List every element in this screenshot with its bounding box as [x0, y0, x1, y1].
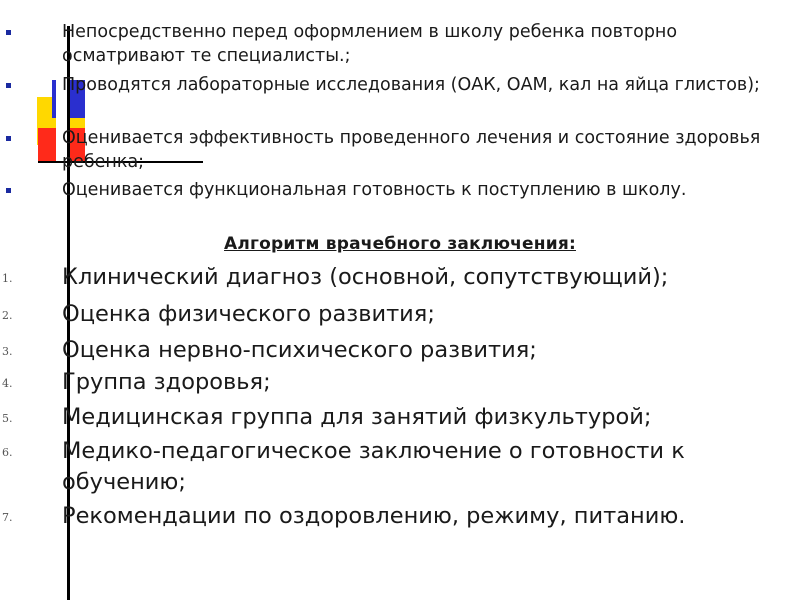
list-item — [2, 367, 762, 398]
bullet-item — [62, 126, 762, 174]
list-item-text: Оценка физического развития; — [62, 301, 435, 327]
list-item-text: Оценка нервно-психического развития; — [62, 337, 537, 363]
list-item — [2, 501, 762, 532]
list-number: 2. — [2, 309, 13, 322]
list-item-text: Рекомендации по оздоровлению, режиму, питанию. — [62, 503, 686, 529]
list-number: 1. — [2, 272, 13, 285]
list-item — [2, 402, 762, 433]
bullet-item — [62, 20, 762, 68]
bullet-item — [62, 178, 762, 202]
bullet-text: Проводятся лабораторные исследования (ОАК, ОАМ, кал на яйца глистов); — [62, 75, 760, 95]
list-number: 7. — [2, 511, 13, 524]
list-item — [2, 299, 762, 330]
list-number: 3. — [2, 345, 13, 358]
list-item — [2, 335, 762, 366]
square-bullet-icon — [6, 188, 11, 193]
list-item — [2, 262, 762, 293]
list-item — [2, 436, 762, 498]
list-number: 4. — [2, 377, 13, 390]
list-item-text: Медицинская группа для занятий физкультурой; — [62, 404, 652, 430]
list-item-text: Клинический диагноз (основной, сопутствующий); — [62, 264, 669, 290]
square-bullet-icon — [6, 30, 11, 35]
list-number: 6. — [2, 446, 13, 459]
square-bullet-icon — [6, 136, 11, 141]
list-item-text: Медико-педагогическое заключение о готовности к обучению; — [62, 438, 685, 495]
bullet-item — [62, 73, 762, 97]
bullet-text: Оценивается функциональная готовность к поступлению в школу. — [62, 180, 687, 200]
square-bullet-icon — [6, 83, 11, 88]
bullet-text: Непосредственно перед оформлением в школу ребенка повторно осматривают те специалисты.; — [62, 22, 678, 66]
list-number: 5. — [2, 412, 13, 425]
list-item-text: Группа здоровья; — [62, 369, 271, 395]
bullet-text: Оценивается эффективность проведенного лечения и состояние здоровья ребенка; — [62, 128, 761, 172]
section-heading: Алгоритм врачебного заключения: — [224, 234, 576, 254]
